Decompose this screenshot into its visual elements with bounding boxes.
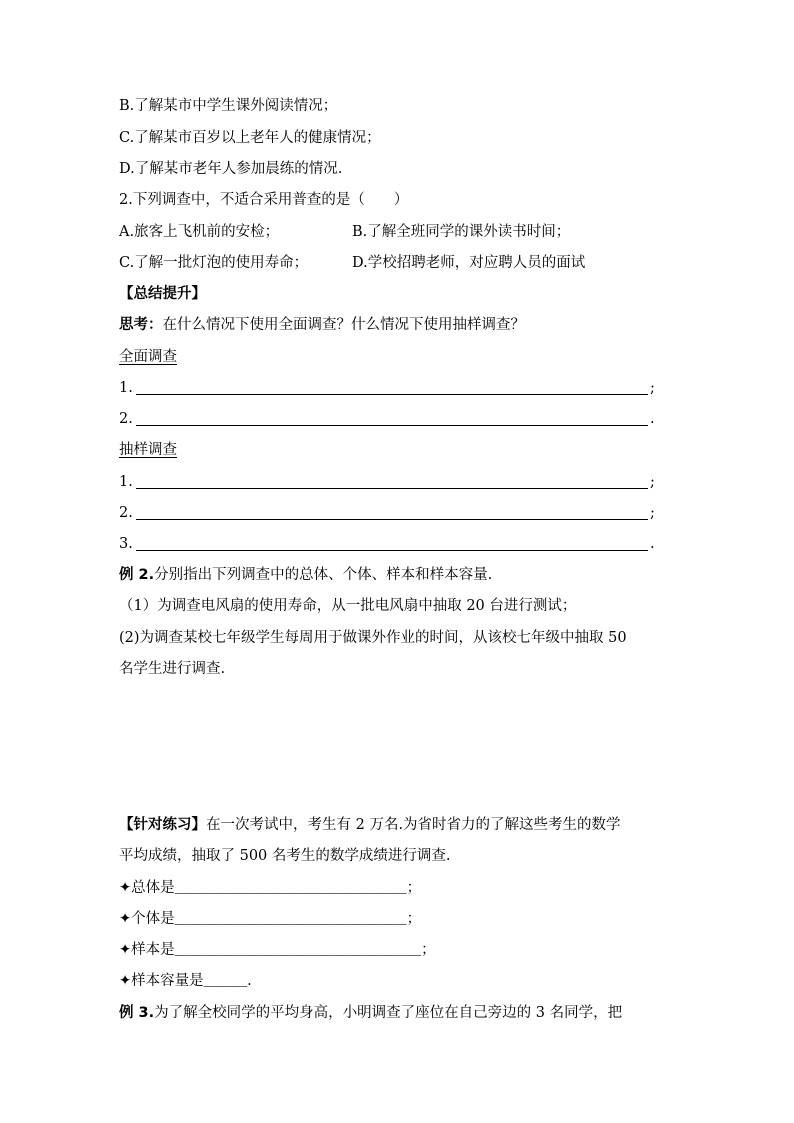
example2-part2-line1: (2)为调查某校七年级学生每周用于做课外作业的时间，从该校七年级中抽取 50 bbox=[119, 630, 627, 646]
sample-item-3-num: 3. bbox=[119, 536, 133, 552]
q2-option-c: C.了解一批灯泡的使用寿命； bbox=[119, 255, 309, 271]
think-label: 思考： bbox=[119, 317, 163, 333]
practice-item-sample-size: ✦样本容量是＿＿＿. bbox=[119, 973, 252, 989]
summary-heading: 【总结提升】 bbox=[119, 286, 206, 302]
q2-option-d: D.学校招聘老师，对应聘人员的面试 bbox=[352, 255, 586, 271]
sample-item-1-num: 1. bbox=[119, 474, 133, 490]
practice-item-individual: ✦个体是＿＿＿＿＿＿＿＿＿＿＿＿＿＿＿＿； bbox=[119, 911, 422, 927]
practice-line2: 平均成绩，抽取了 500 名考生的数学成绩进行调查. bbox=[119, 848, 451, 864]
q2-option-b: B.了解全班同学的课外读书时间； bbox=[352, 224, 571, 240]
example2-part2-line2: 名学生进行调查. bbox=[119, 661, 226, 677]
sample-item-3-blank bbox=[136, 550, 648, 551]
census-item-2-blank bbox=[136, 425, 648, 426]
q1-option-d: D.了解某市老年人参加晨练的情况. bbox=[119, 161, 343, 177]
q2-stem: 2.下列调查中，不适合采用普查的是（ ） bbox=[119, 192, 409, 208]
census-item-1-end: ; bbox=[650, 380, 655, 396]
practice-item-population: ✦总体是＿＿＿＿＿＿＿＿＿＿＿＿＿＿＿＿； bbox=[119, 880, 422, 896]
example2-part1: （1）为调查电风扇的使用寿命，从一批电风扇中抽取 20 台进行测试； bbox=[119, 598, 577, 614]
sample-item-1-end: ; bbox=[650, 474, 655, 490]
census-item-1-num: 1. bbox=[119, 380, 133, 396]
example3-text: 为了解全校同学的平均身高，小明调查了座位在自己旁边的 3 名同学，把 bbox=[154, 1005, 623, 1021]
example3-label: 例 3. bbox=[119, 1005, 155, 1021]
q1-option-b: B.了解某市中学生课外阅读情况； bbox=[119, 98, 338, 114]
sample-item-1-blank bbox=[136, 488, 648, 489]
example2-label: 例 2. bbox=[119, 567, 155, 583]
think-text: 在什么情况下使用全面调查？什么情况下使用抽样调查？ bbox=[162, 317, 525, 333]
think-line bbox=[119, 315, 525, 335]
census-item-1-blank bbox=[136, 394, 648, 395]
census-title: 全面调查 bbox=[119, 349, 177, 365]
practice-label: 【针对练习】 bbox=[119, 817, 206, 833]
sample-item-2-blank bbox=[136, 519, 648, 520]
q1-option-c: C.了解某市百岁以上老年人的健康情况； bbox=[119, 130, 381, 146]
census-item-2-end: . bbox=[650, 411, 655, 427]
practice-line1 bbox=[119, 815, 621, 835]
example2-text: 分别指出下列调查中的总体、个体、样本和样本容量. bbox=[154, 567, 493, 583]
example2-line bbox=[119, 565, 492, 585]
sample-item-2-num: 2. bbox=[119, 505, 133, 521]
practice-item-sample: ✦样本是＿＿＿＿＿＿＿＿＿＿＿＿＿＿＿＿＿； bbox=[119, 942, 436, 958]
sample-item-3-end: . bbox=[650, 536, 655, 552]
census-item-2-num: 2. bbox=[119, 411, 133, 427]
example3-line bbox=[119, 1003, 622, 1023]
sample-item-2-end: ; bbox=[650, 505, 655, 521]
q2-option-a: A.旅客上飞机前的安检； bbox=[119, 224, 280, 240]
practice-text: 在一次考试中，考生有 2 万名.为省时省力的了解这些考生的数学 bbox=[206, 817, 621, 833]
sample-title: 抽样调查 bbox=[119, 442, 177, 458]
